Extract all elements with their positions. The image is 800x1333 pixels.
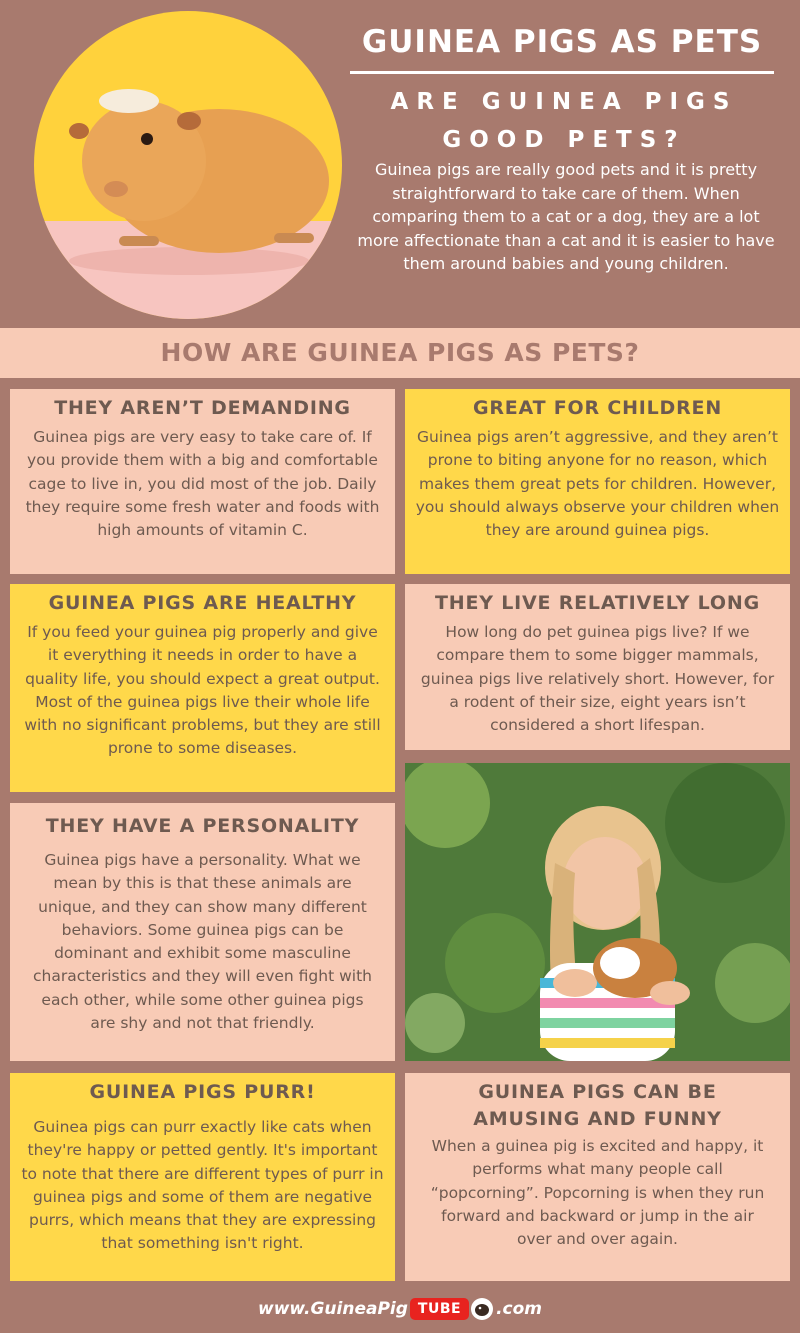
card-title: GUINEA PIGS ARE HEALTHY <box>48 592 357 614</box>
card-not-demanding <box>10 389 395 574</box>
card-text: Guinea pigs have a personality. What we mean by this is that these animals are unique, and they can show many different behaviors. Some guinea pigs can be dominant and exhibit some masculine characteristics and they will even fight with each other, while some other guinea pigs are shy and not that friendly. <box>33 851 372 1033</box>
card-title: THEY AREN’T DEMANDING <box>54 397 351 419</box>
guinea-pig-mascot-icon <box>471 1298 493 1320</box>
section-heading: HOW ARE GUINEA PIGS AS PETS? <box>0 328 800 378</box>
footer-prefix: www.GuineaPig <box>257 1299 408 1319</box>
card-personality <box>10 803 395 1061</box>
card-purr <box>10 1073 395 1281</box>
footer-tube-badge: TUBE <box>410 1298 469 1320</box>
card-title: GREAT FOR CHILDREN <box>472 397 723 419</box>
card-text: Guinea pigs can purr exactly like cats when they're happy or petted gently. It's important to note that there are different types of purr in guinea pigs and some of them are negative purrs, which means that they are expressing that something isn't right. <box>21 1118 384 1253</box>
card-title: GUINEA PIGS PURR! <box>89 1081 316 1103</box>
card-great-for-children <box>405 389 790 574</box>
page-title: GUINEA PIGS AS PETS <box>361 24 763 60</box>
card-amusing <box>405 1073 790 1281</box>
card-title: THEY LIVE RELATIVELY LONG <box>435 592 760 614</box>
card-text: Guinea pigs aren’t aggressive, and they aren’t prone to biting anyone for no reason, which makes them great pets for children. However, you should always observe your children when they are around guinea pigs. <box>415 428 780 540</box>
card-text: Guinea pigs are very easy to take care of. If you provide them with a big and comfortable cage to live in, you did most of the job. Daily they require some fresh water and foods with high amounts of vitamin C. <box>25 428 380 540</box>
footer-suffix: .com <box>496 1299 543 1319</box>
header <box>0 0 800 328</box>
card-live-long <box>405 584 790 750</box>
card-title: GUINEA PIGS CAN BE AMUSING AND FUNNY <box>473 1081 722 1130</box>
subtitle: ARE GUINEA PIGS GOOD PETS? <box>390 89 738 153</box>
card-text: If you feed your guinea pig properly and give it everything it needs in order to have a quality life, you should expect a great output. Most of the guinea pigs live their whole life with no significant problems, but they are still prone to some diseases. <box>24 623 381 758</box>
guinea-pig-photo <box>34 11 342 319</box>
girl-holding-guinea-pig-photo <box>405 763 790 1061</box>
card-text: When a guinea pig is excited and happy, it performs what many people call “popcorning”. Popcorning is when they run forward and backward or jump in the air over and over again. <box>430 1137 765 1249</box>
card-text: How long do pet guinea pigs live? If we compare them to some bigger mammals, guinea pigs live relatively short. However, for a rodent of their size, eight years isn’t considered a short lifespan. <box>420 623 775 735</box>
card-healthy <box>10 584 395 792</box>
footer-website[interactable] <box>0 1292 800 1326</box>
title-divider <box>350 71 774 74</box>
intro-paragraph: Guinea pigs are really good pets and it is pretty straightforward to take care of them. When comparing them to a cat or a dog, they are a lot more affectionate than a cat and it is easier to have them around babies and young children. <box>357 160 775 273</box>
card-title: THEY HAVE A PERSONALITY <box>45 815 360 837</box>
